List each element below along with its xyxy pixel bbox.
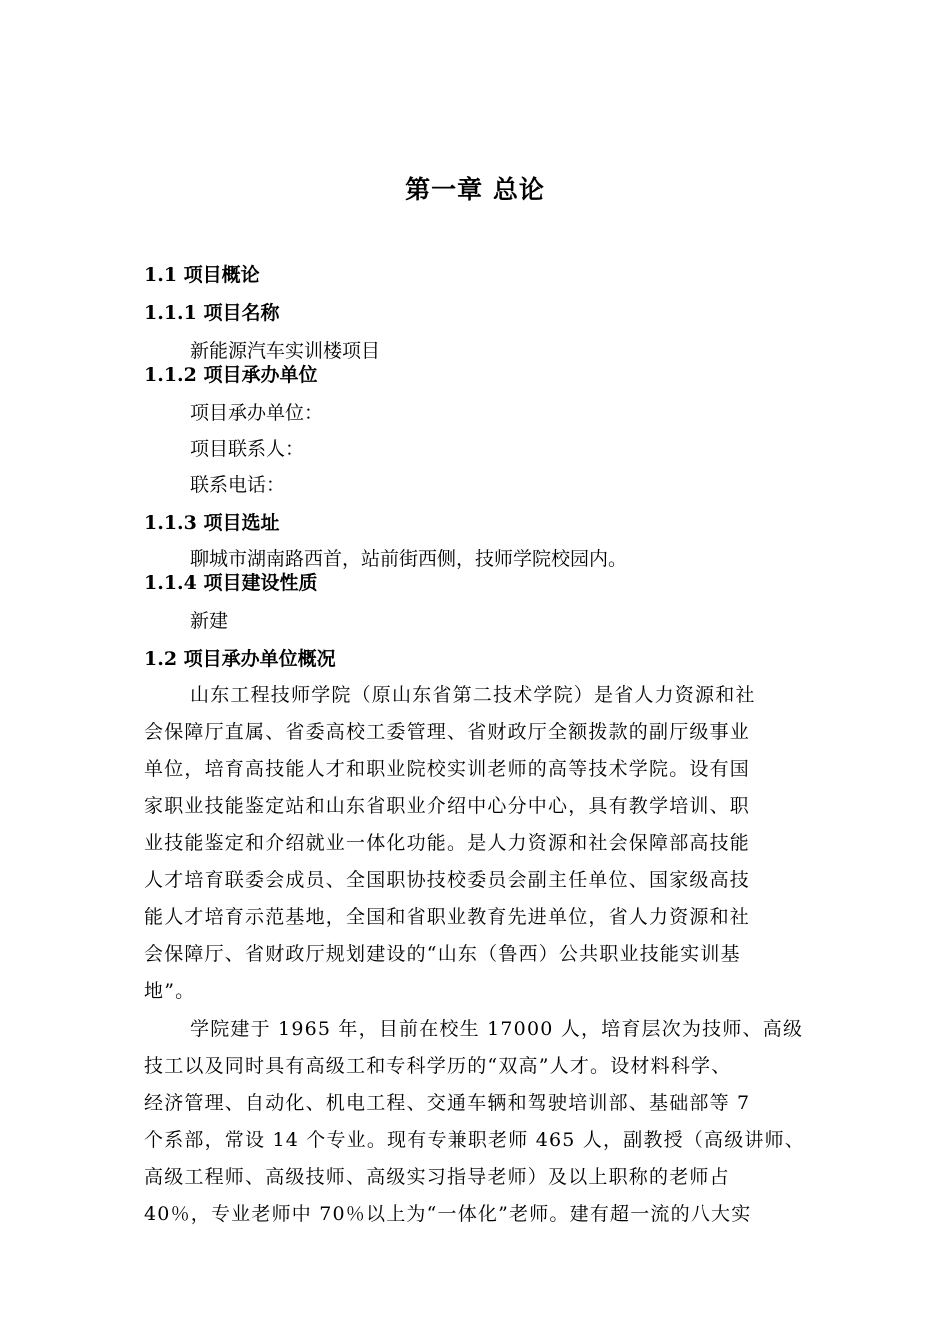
section-heading-1-1-2: 1.1.2 项目承办单位 — [144, 364, 318, 386]
chapter-title: 第一章 总论 — [405, 175, 545, 204]
section-heading-1-1-4: 1.1.4 项目建设性质 — [144, 572, 318, 594]
paragraph-line: 经济管理、自动化、机电工程、交通车辆和驾驶培训部、基础部等 7 — [144, 1092, 751, 1114]
contact-person-label: 项目联系人： — [190, 438, 305, 460]
paragraph-line: 技工以及同时具有高级工和专科学历的“双高”人才。设材料科学、 — [144, 1055, 732, 1077]
paragraph-line: 山东工程技师学院（原山东省第二技术学院）是省人力资源和社 — [190, 684, 756, 706]
paragraph-line: 学院建于 1965 年，目前在校生 17000 人，培育层次为技师、高级 — [190, 1018, 804, 1040]
site-text: 聊城市湖南路西首，站前街西侧，技师学院校园内。 — [190, 548, 628, 570]
paragraph-line: 人才培育联委会成员、全国职协技校委员会副主任单位、国家级高技 — [144, 869, 751, 891]
paragraph-line: 会保障厅、省财政厅规划建设的“山东（鲁西）公共职业技能实训基 — [144, 943, 741, 965]
section-heading-1-1: 1.1 项目概论 — [144, 264, 260, 286]
section-heading-1-1-1: 1.1.1 项目名称 — [144, 302, 280, 324]
paragraph-line: 会保障厅直属、省委高校工委管理、省财政厅全额拨款的副厅级事业 — [144, 721, 751, 743]
paragraph-line: 家职业技能鉴定站和山东省职业介绍中心分中心，具有教学培训、职 — [144, 795, 751, 817]
nature-text: 新建 — [190, 610, 229, 632]
paragraph-line: 能人才培育示范基地，全国和省职业教育先进单位，省人力资源和社 — [144, 906, 751, 928]
section-heading-1-1-3: 1.1.3 项目选址 — [144, 512, 280, 534]
paragraph-line: 个系部，常设 14 个专业。现有专兼职老师 465 人，副教授（高级讲师、 — [144, 1129, 806, 1151]
undertaker-label: 项目承办单位： — [190, 402, 324, 424]
paragraph-line: 高级工程师、高级技师、高级实习指导老师）及以上职称的老师占 — [144, 1166, 730, 1188]
paragraph-line: 单位，培育高技能人才和职业院校实训老师的高等技术学院。设有国 — [144, 758, 751, 780]
project-name-text: 新能源汽车实训楼项目 — [190, 340, 381, 362]
section-heading-1-2: 1.2 项目承办单位概况 — [144, 648, 336, 670]
paragraph-line: 地”。 — [144, 980, 196, 1002]
contact-phone-label: 联系电话： — [190, 474, 286, 496]
paragraph-line: 业技能鉴定和介绍就业一体化功能。是人力资源和社会保障部高技能 — [144, 832, 751, 854]
paragraph-line: 40％，专业老师中 70％以上为“一体化”老师。建有超一流的八大实 — [144, 1203, 752, 1225]
